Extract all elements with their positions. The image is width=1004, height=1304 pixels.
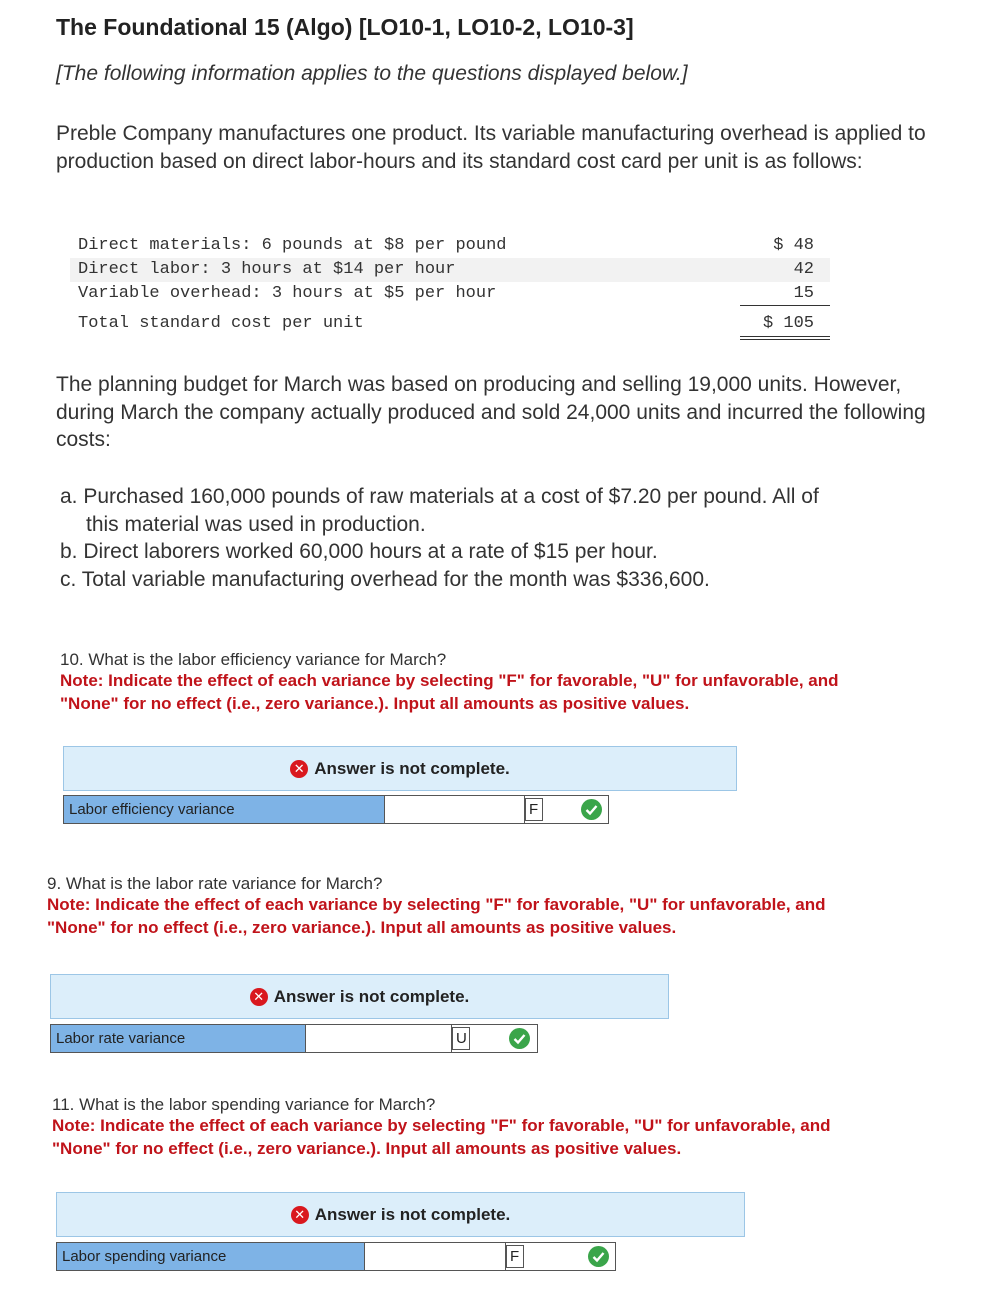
cost-row-label: Variable overhead: 3 hours at $5 per hour bbox=[78, 284, 497, 303]
x-circle-icon: ✕ bbox=[291, 1206, 309, 1224]
effect-select-value[interactable]: F bbox=[525, 798, 543, 821]
answer-status-banner bbox=[50, 974, 669, 1019]
cost-row-amount: 42 bbox=[793, 260, 814, 279]
question-note bbox=[60, 670, 960, 715]
answer-label: Labor rate variance bbox=[51, 1025, 306, 1052]
cost-row-label: Direct labor: 3 hours at $14 per hour bbox=[78, 260, 456, 279]
list-item: this material was used in production. bbox=[86, 512, 426, 536]
x-circle-icon: ✕ bbox=[290, 760, 308, 778]
subtotal-rule bbox=[740, 305, 830, 306]
question-block bbox=[60, 650, 960, 715]
cost-total-row bbox=[70, 312, 830, 336]
amount-input[interactable] bbox=[365, 1243, 506, 1270]
cost-row-label: Direct materials: 6 pounds at $8 per pound bbox=[78, 236, 507, 255]
banner-text: Answer is not complete. bbox=[314, 758, 510, 778]
banner-text: Answer is not complete. bbox=[314, 1204, 511, 1224]
cost-row-amount: $ 48 bbox=[773, 236, 814, 255]
cost-row bbox=[70, 282, 830, 306]
question-note bbox=[52, 1115, 972, 1160]
question-text: 11. What is the labor spending variance for March? bbox=[52, 1095, 436, 1114]
note-line: "None" for no effect (i.e., zero variance.). Input all amounts as positive values. bbox=[47, 917, 677, 937]
total-double-rule bbox=[740, 336, 830, 340]
list-item: b. Direct laborers worked 60,000 hours at a rate of $15 per hour. bbox=[60, 540, 658, 563]
costs-list bbox=[60, 483, 960, 593]
answer-status-banner bbox=[56, 1192, 745, 1237]
check-circle-icon bbox=[588, 1246, 609, 1267]
question-note bbox=[47, 894, 967, 939]
intro-paragraph: Preble Company manufactures one product. Its variable manufacturing overhead is applied to production based on direct labor-hours and its standard cost card per unit is as follows: bbox=[56, 122, 926, 173]
note-line: "None" for no effect (i.e., zero variance.). Input all amounts as positive values. bbox=[60, 693, 690, 713]
question-text: 9. What is the labor rate variance for March? bbox=[47, 874, 383, 893]
budget-paragraph: The planning budget for March was based on producing and selling 19,000 units. However, during March the company actually produced and sold 24,000 units and incurred the following costs: bbox=[56, 373, 926, 451]
effect-select[interactable] bbox=[506, 1243, 615, 1270]
check-circle-icon bbox=[509, 1028, 530, 1049]
effect-select-value[interactable]: F bbox=[506, 1245, 524, 1268]
effect-select[interactable] bbox=[452, 1025, 537, 1052]
note-line: Note: Indicate the effect of each variance by selecting "F" for favorable, "U" for unfavorable, and bbox=[52, 1116, 831, 1135]
note-line: "None" for no effect (i.e., zero variance.). Input all amounts as positive values. bbox=[52, 1138, 682, 1158]
answer-row bbox=[56, 1242, 616, 1271]
effect-select[interactable] bbox=[525, 796, 608, 823]
list-item: c. Total variable manufacturing overhead for the month was $336,600. bbox=[60, 567, 710, 591]
answer-row bbox=[50, 1024, 538, 1053]
x-circle-icon: ✕ bbox=[250, 988, 268, 1006]
cost-row bbox=[70, 234, 830, 258]
question-block bbox=[47, 874, 967, 939]
page-title: The Foundational 15 (Algo) [LO10-1, LO10-2, LO10-3] bbox=[56, 14, 634, 40]
cost-row bbox=[70, 258, 830, 282]
page-subtitle: [The following information applies to the questions displayed below.] bbox=[56, 62, 688, 85]
amount-input[interactable] bbox=[306, 1025, 452, 1052]
answer-status-banner bbox=[63, 746, 737, 791]
effect-select-value[interactable]: U bbox=[452, 1027, 470, 1050]
amount-input[interactable] bbox=[385, 796, 525, 823]
note-line: Note: Indicate the effect of each variance by selecting "F" for favorable, "U" for unfavorable, and bbox=[47, 895, 826, 914]
answer-label: Labor efficiency variance bbox=[64, 796, 385, 823]
list-item: a. Purchased 160,000 pounds of raw materials at a cost of $7.20 per pound. All of bbox=[60, 485, 819, 508]
cost-total-label: Total standard cost per unit bbox=[78, 314, 364, 333]
question-block bbox=[52, 1095, 972, 1160]
note-line: Note: Indicate the effect of each variance by selecting "F" for favorable, "U" for unfavorable, and bbox=[60, 671, 839, 690]
answer-row bbox=[63, 795, 609, 824]
cost-total-amount: $ 105 bbox=[762, 314, 814, 333]
question-text: 10. What is the labor efficiency variance for March? bbox=[60, 650, 447, 669]
answer-label: Labor spending variance bbox=[57, 1243, 365, 1270]
standard-cost-card bbox=[70, 234, 830, 336]
banner-text: Answer is not complete. bbox=[273, 986, 470, 1006]
check-circle-icon bbox=[581, 799, 602, 820]
cost-row-amount: 15 bbox=[793, 284, 814, 303]
